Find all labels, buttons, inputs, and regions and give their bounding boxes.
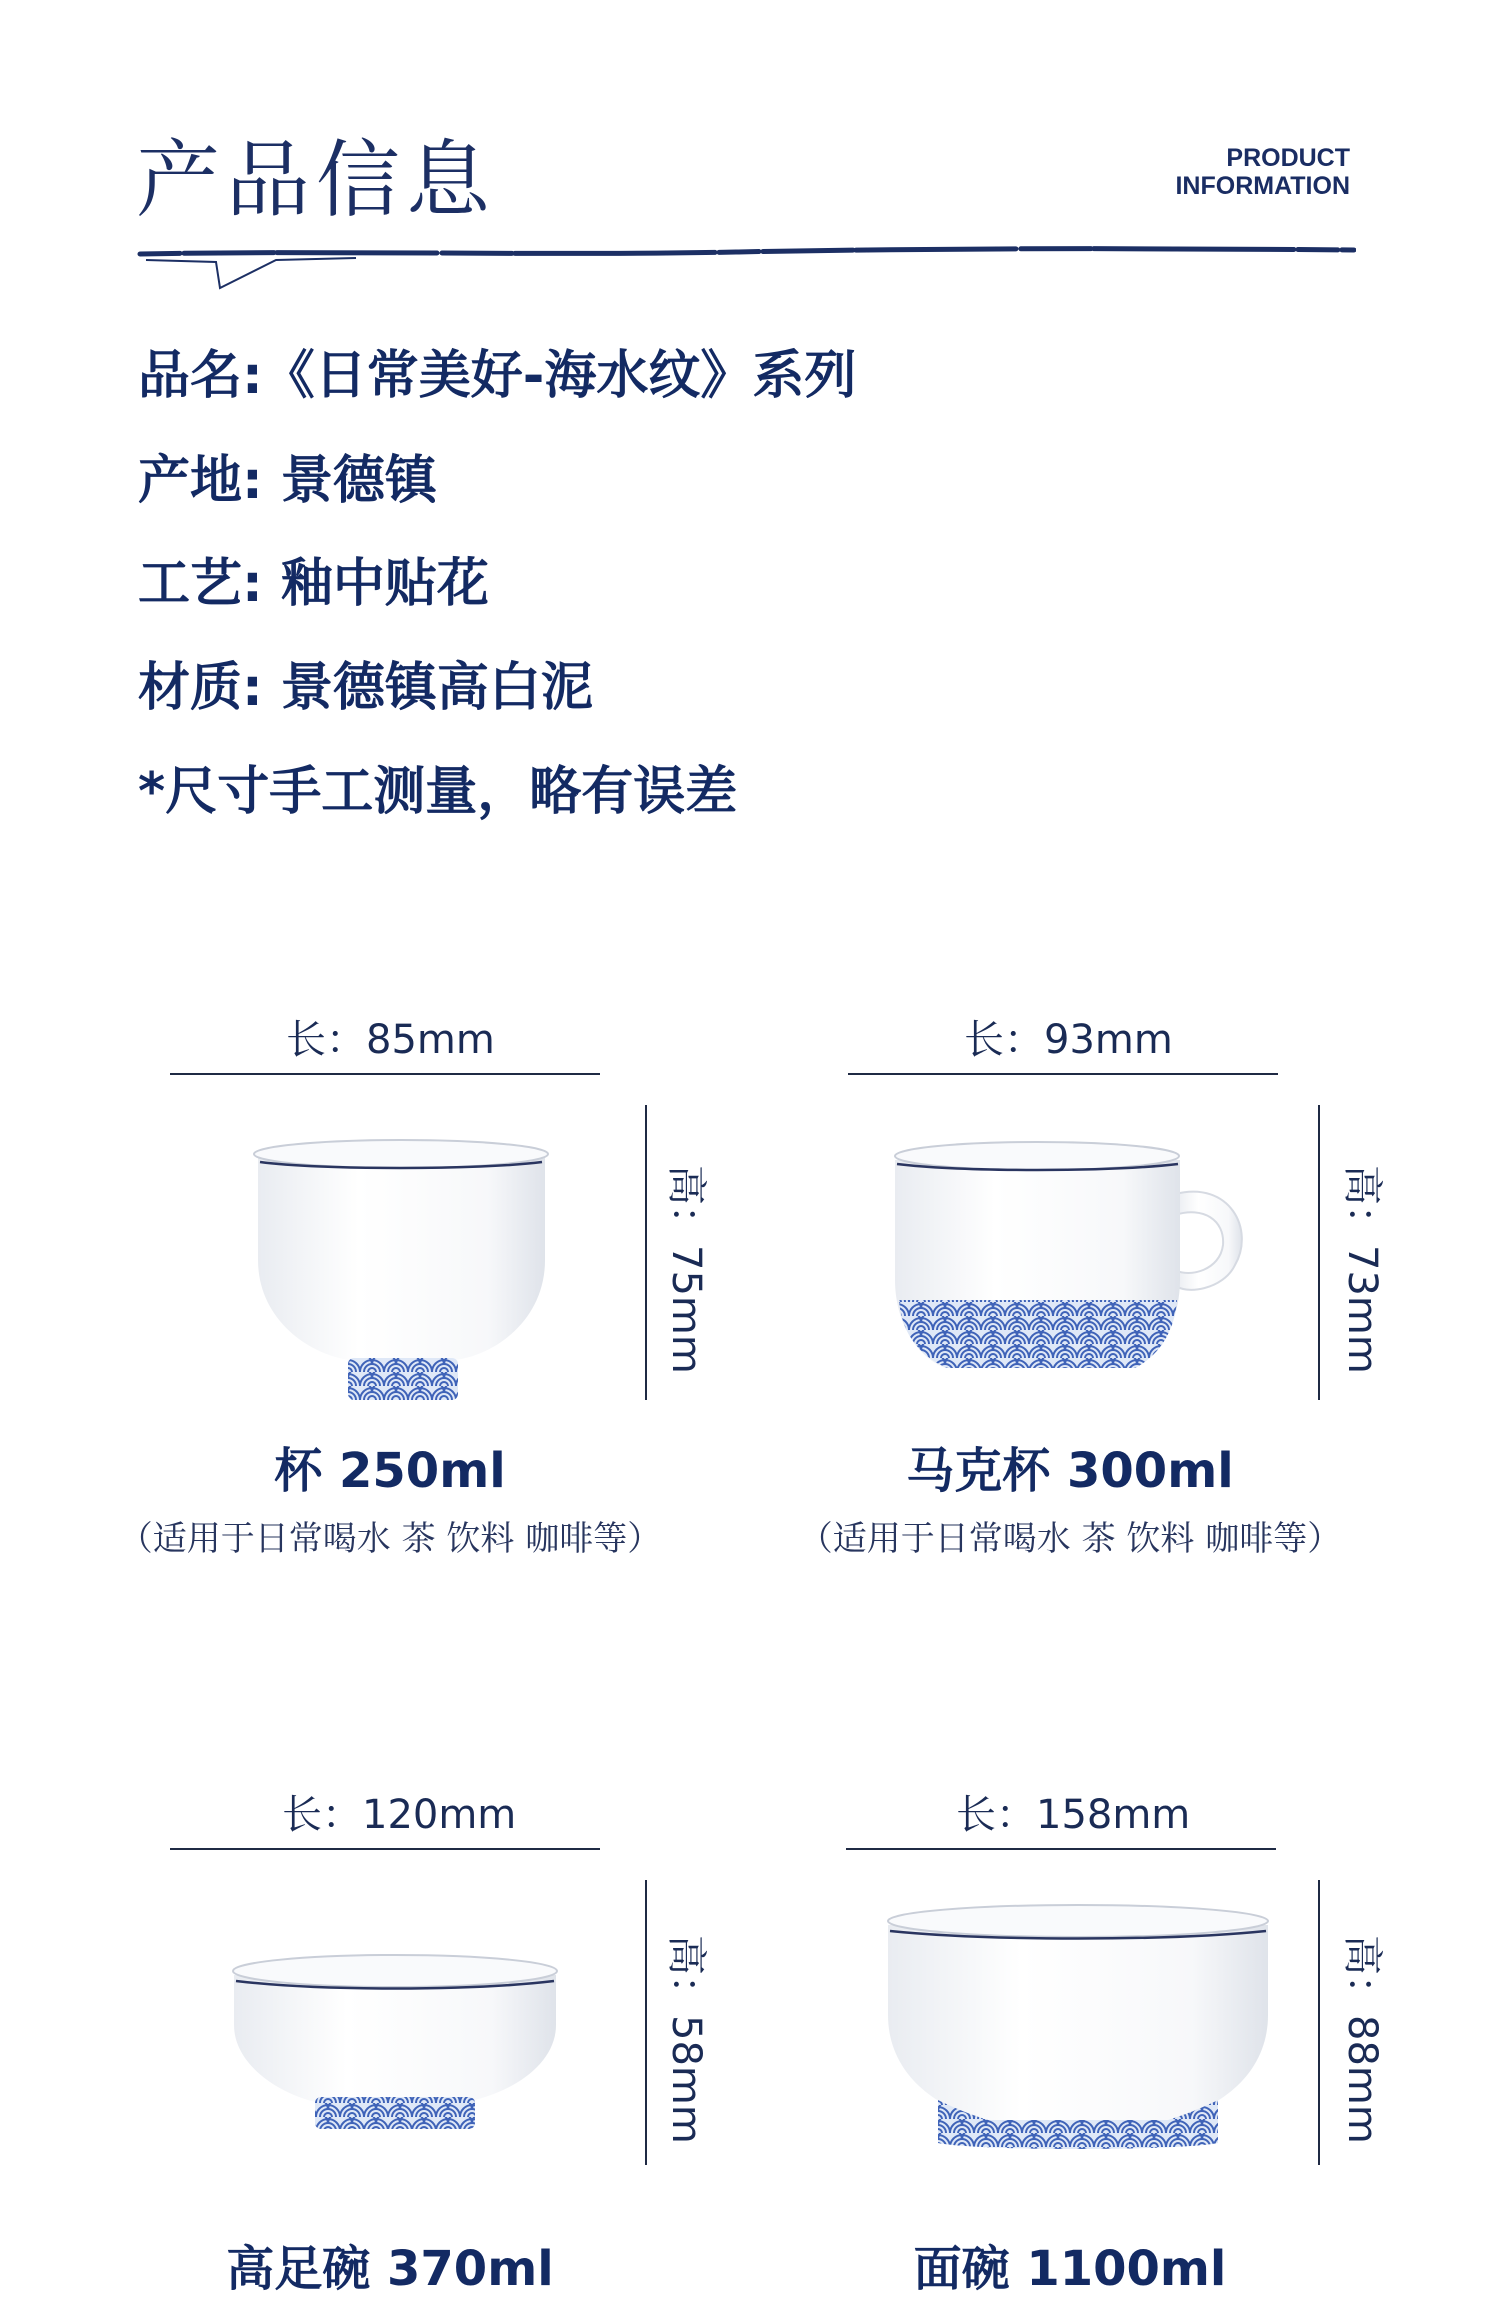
product-card-noodle-bowl bbox=[790, 1792, 1490, 2322]
product-name: 马克杯 300ml bbox=[906, 1443, 1234, 1499]
length-line bbox=[170, 1848, 600, 1850]
product-usage: （适用于日常喝水 茶 饮料 咖啡等） bbox=[118, 1519, 662, 1559]
page-title-en-line1: PRODUCT bbox=[1226, 144, 1350, 172]
product-name: 面碗 1100ml bbox=[913, 2241, 1227, 2297]
info-origin: 产地: 景德镇 bbox=[138, 451, 437, 511]
length-label: 长：158mm bbox=[956, 1792, 1191, 1838]
product-name: 高足碗 370ml bbox=[226, 2241, 554, 2297]
page-title-en bbox=[1175, 144, 1350, 200]
page-title-en-line2: INFORMATION bbox=[1175, 172, 1350, 200]
height-line bbox=[1318, 1880, 1320, 2165]
product-card-cup bbox=[110, 1017, 810, 1580]
noodle-bowl-icon bbox=[878, 1895, 1278, 2155]
height-label: 高：58mm bbox=[663, 1935, 709, 2144]
mug-icon bbox=[885, 1120, 1265, 1410]
footed-bowl-icon bbox=[220, 1935, 570, 2135]
height-line bbox=[645, 1880, 647, 2165]
length-label: 长：85mm bbox=[286, 1017, 495, 1063]
product-usage: （适用于日常喝水 茶 饮料 咖啡等） bbox=[798, 1519, 1342, 1559]
height-label: 高：73mm bbox=[1339, 1165, 1385, 1374]
product-card-footed-bowl bbox=[110, 1792, 810, 2322]
info-product-name: 品名:《日常美好-海水纹》系列 bbox=[138, 346, 857, 406]
info-note: *尺寸手工测量，略有误差 bbox=[138, 762, 738, 822]
product-name: 杯 250ml bbox=[274, 1443, 506, 1499]
product-card-mug bbox=[790, 1017, 1490, 1580]
info-craft: 工艺: 釉中贴花 bbox=[138, 554, 489, 614]
height-label: 高：75mm bbox=[663, 1165, 709, 1374]
height-line bbox=[1318, 1105, 1320, 1400]
info-material: 材质: 景德镇高白泥 bbox=[138, 658, 593, 718]
length-label: 长：120mm bbox=[282, 1792, 517, 1838]
brush-divider bbox=[136, 238, 1356, 298]
cup-icon bbox=[240, 1120, 560, 1410]
height-line bbox=[645, 1105, 647, 1400]
length-line bbox=[170, 1073, 600, 1075]
page-title: 产品信息 bbox=[136, 131, 497, 229]
length-line bbox=[846, 1848, 1276, 1850]
length-label: 长：93mm bbox=[964, 1017, 1173, 1063]
length-line bbox=[848, 1073, 1278, 1075]
height-label: 高：88mm bbox=[1339, 1935, 1385, 2144]
